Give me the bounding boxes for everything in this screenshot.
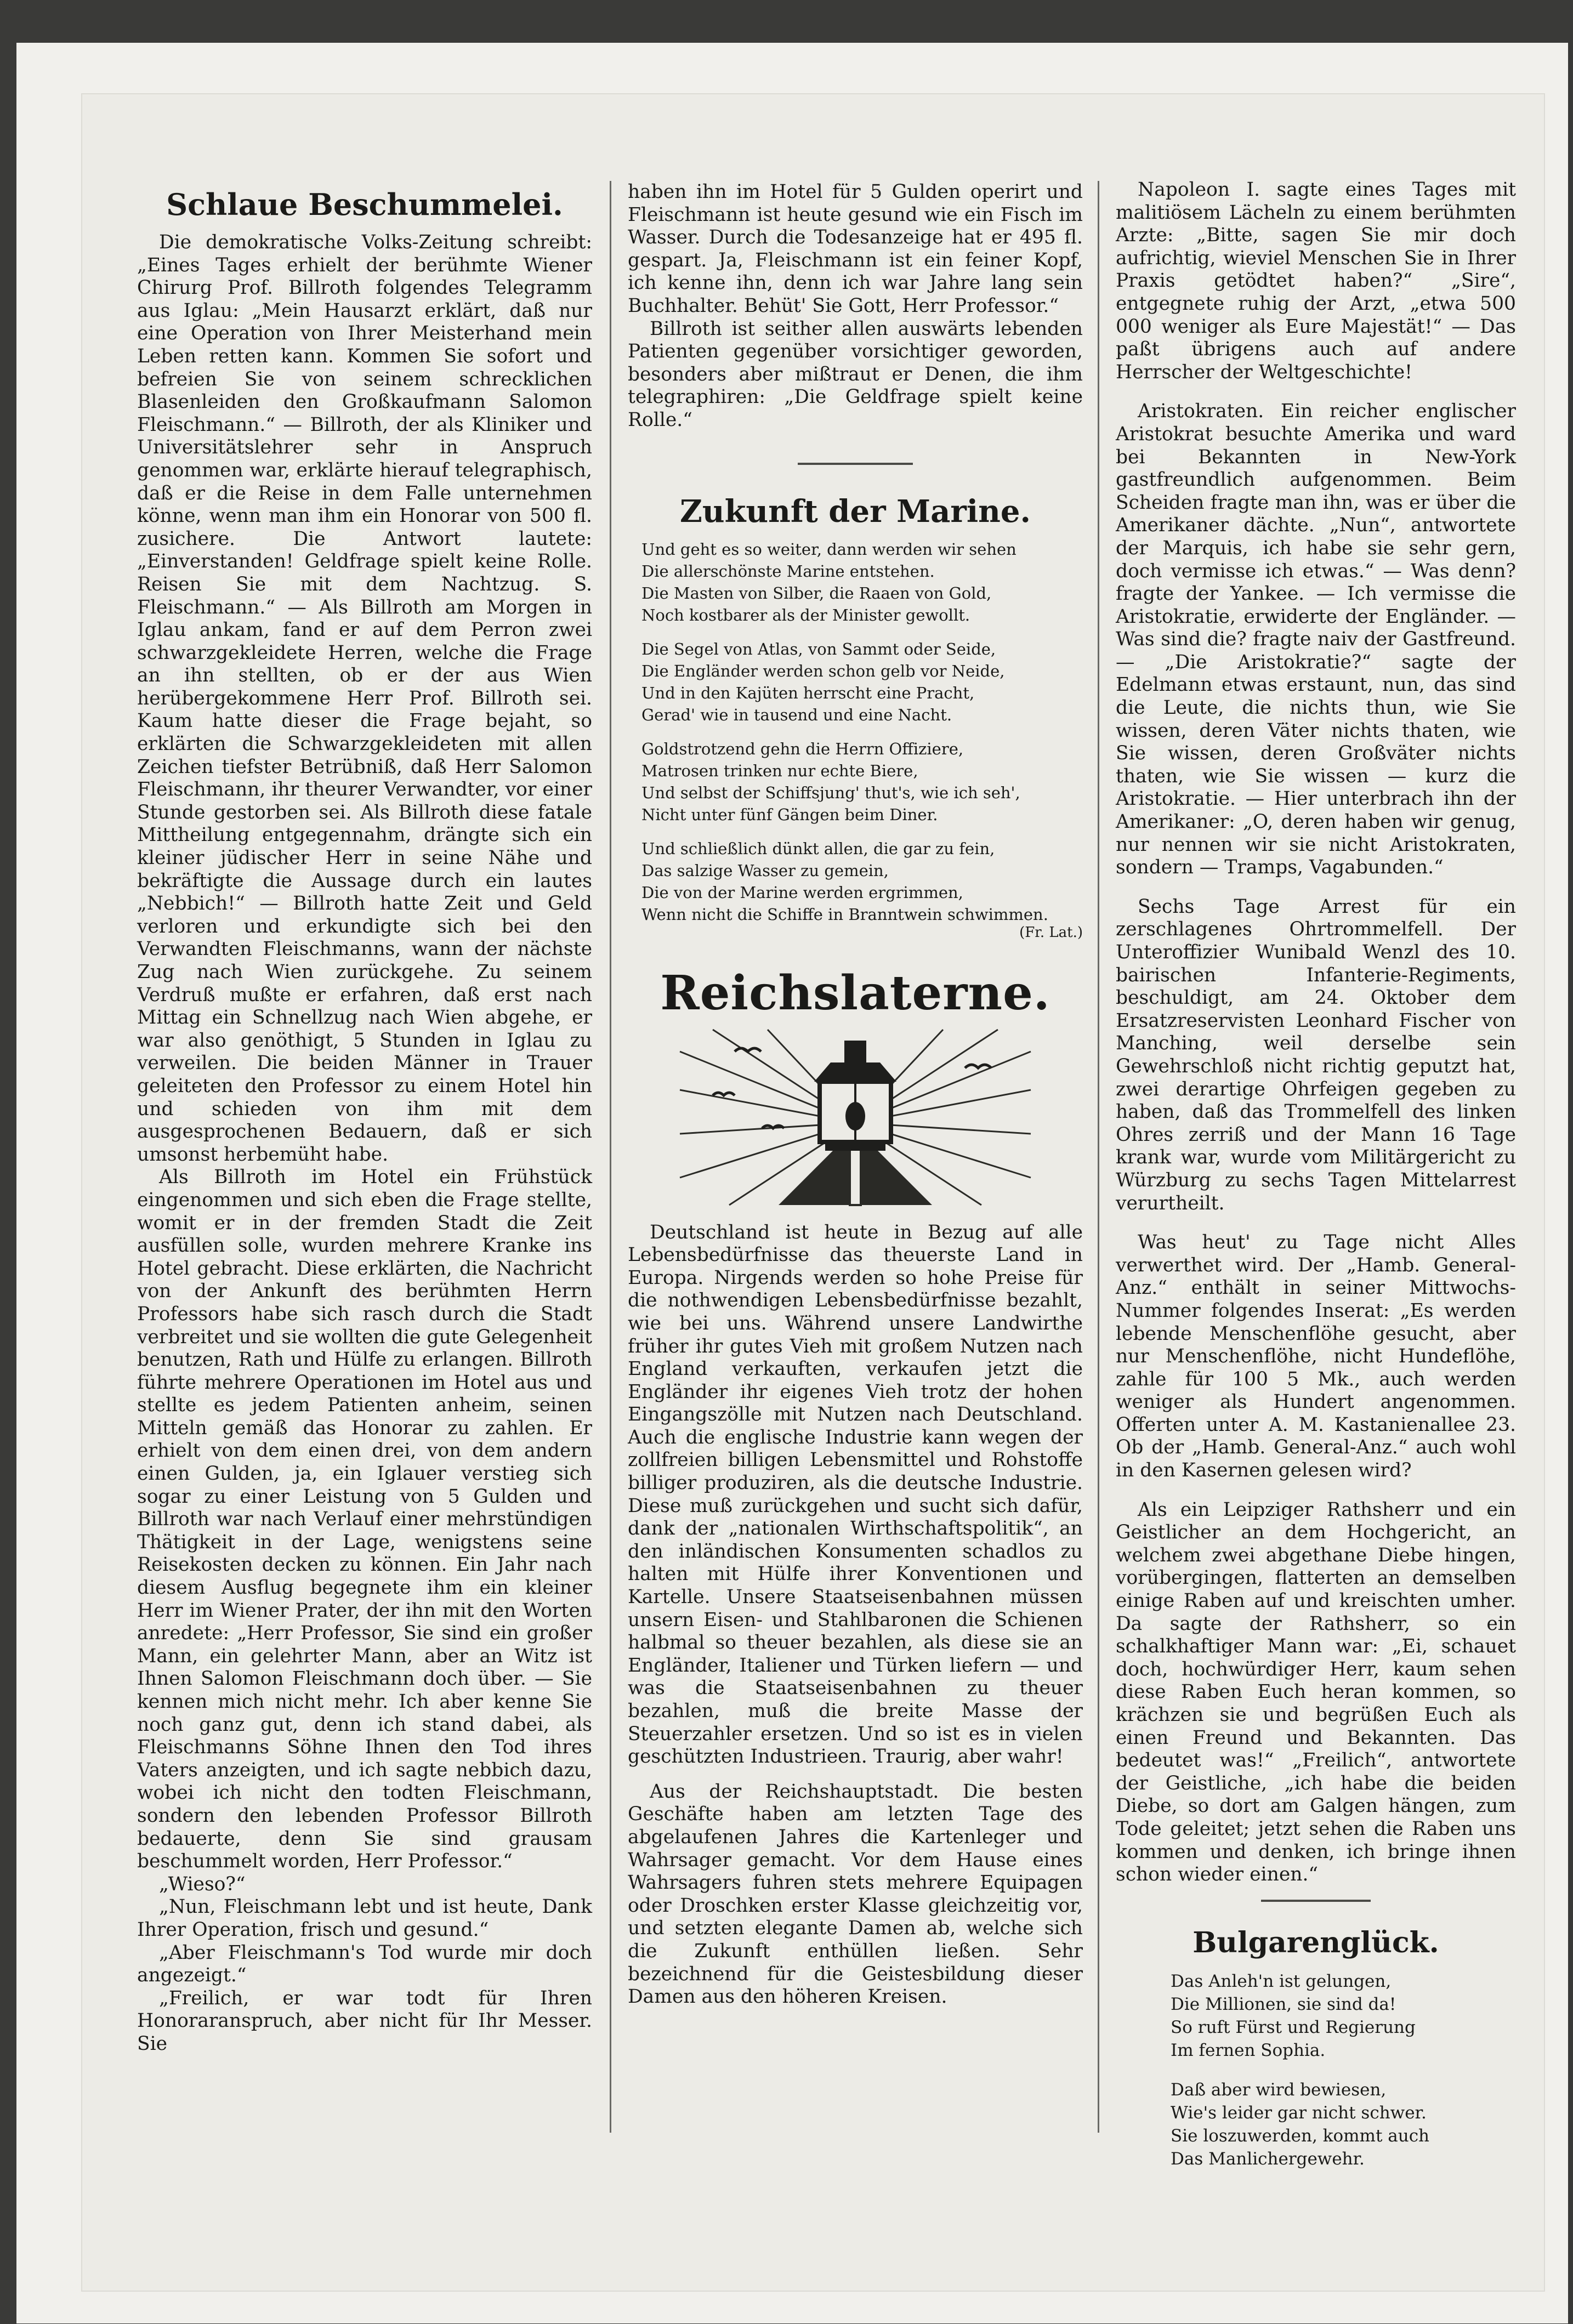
poem [1171,1970,1516,2170]
poem-line: Wie's leider gar nicht schwer. [1171,2103,1427,2123]
article-heading: Schlaue Beschummelei. [166,187,563,222]
column-rule [610,181,611,2133]
poem-line: Und schließlich dünkt allen, die gar zu fein, [641,839,995,858]
poem-line: Und geht es so weiter, dann werden wir sehen [641,539,1017,559]
poem-line: Gerad' wie in tausend und eine Nacht. [641,705,952,724]
column-rule [1098,181,1099,2133]
article-paragraph: Als Billroth im Hotel ein Frühstück eingenommen und sich eben die Frage stellte, womit er in der fremden Stadt die Zeit ausfüllen solle, wurden mehrere Kranke ins Hotel gebracht. Diese erklärten, die Nachricht von der Ankunft des berühmten Herrn Professors habe sich rasch durch die Stadt verbreitet und sie wollten die gute Gelegenheit benutzen, Rath und Hülfe zu erlangen. Billroth führte mehrere Operationen im Hotel aus und stellte es jedem Patienten anheim, seinen Mitteln gemäß das Honorar zu zahlen. Er erhielt von dem einen drei, von dem andern einen Gulden, ja, ein Iglauer verstieg sich sogar zu einer Leistung von 5 Gulden und Billroth war nach Verlauf einer mehrstündigen Thätigkeit in der Lage, wenigstens seine Reisekosten decken zu können. Ein Jahr nach diesem Ausflug begegnete ihm ein kleiner Herr im Wiener Prater, der ihn mit den Worten anredete: „Herr Professor, Sie sind ein großer Mann, ein gelehrter Mann, aber an Witz ist Ihnen Salomon Fleischmann doch über. — Sie kennen mich nicht mehr. Ich aber kenne Sie noch ganz gut, denn ich stand dabei, als Fleischmanns Söhne Ihnen den Tod ihres Vaters anzeigten, und ich sagte nebbich dazu, wobei ich nicht den todten Fleischmann, sondern den lebenden Professor Billroth bedauerte, denn Sie sind grausam beschummelt worden, Herr Professor.“ [137,1166,592,1873]
article-paragraph: Was heut' zu Tage nicht Alles verwerthet wird. Der „Hamb. General-Anz.“ enthält in seiner Mittwochs-Nummer folgendes Inserat: „Es werden lebende Menschenflöhe gesucht, aber nur Menschenflöhe, nicht Hundeflöhe, zahle für 100 5 Mk., auch werden weniger als Hundert angenommen. Offerten unter A. M. Kastanienallee 23. Ob der „Hamb. General-Anz.“ auch wohl in den Kasernen gelesen wird? [1116,1231,1516,1482]
poem-line: Noch kostbarer als der Minister gewollt. [641,605,970,624]
poem-stanza [641,638,1083,726]
article-paragraph: haben ihn im Hotel für 5 Gulden operirt und Fleischmann ist heute gesund wie ein Fisch im Wasser. Durch die Todesanzeige hat er 495 fl. gespart. Ja, Fleischmann ist ein feiner Kopf, ich kenne ihn, denn ich war Jahre lang sein Buchhalter. Behüt' Sie Gott, Herr Professor.“ [628,181,1083,317]
article-paragraph: „Wieso?“ [159,1873,246,1895]
column-1 [137,126,592,2133]
divider [1261,1900,1371,1902]
poem-stanza [1171,2078,1516,2170]
poem-attribution: (Fr. Lat.) [1019,924,1083,941]
poem-line: Nicht unter fünf Gängen beim Diner. [641,805,938,824]
divider [798,463,913,465]
poem-line: Goldstrotzend gehn die Herrn Offiziere, [641,739,964,758]
poem-line: Matrosen trinken nur echte Biere, [641,761,918,780]
poem-stanza [641,738,1083,826]
poem-line: Die Masten von Silber, die Raaen von Gold, [641,583,992,603]
poem-line: Die Millionen, sie sind da! [1171,1994,1396,2014]
poem-line: Wenn nicht die Schiffe in Branntwein schwimmen. [641,905,1048,924]
poem [641,538,1083,942]
poem-line: Sie loszuwerden, kommt auch [1171,2126,1430,2146]
poem-stanza [641,538,1083,626]
poem-line: So ruft Fürst und Regierung [1171,2017,1416,2037]
article-paragraph: Die demokratische Volks-Zeitung schreibt: „Eines Tages erhielt der berühmte Wiener Chirurg Prof. Billroth folgendes Telegramm aus Iglau: „Mein Hausarzt erklärt, daß nur eine Operation von Ihrer Meisterhand mein Leben retten kann. Kommen Sie sofort und befreien Sie von seinem schrecklichen Blasenleiden den Großkaufmann Salomon Fleischmann.“ — Billroth, der als Kliniker und Universitätslehrer sehr in Anspruch genommen war, erklärte hierauf telegraphisch, daß er die Reise in dem Falle unternehmen könne, wenn man ihm ein Honorar von 500 fl. zusichere. Die Antwort lautete: „Einverstanden! Geldfrage spielt keine Rolle. Reisen Sie mit dem Nachtzug. S. Fleischmann.“ — Als Billroth am Morgen in Iglau ankam, fand er auf dem Perron zwei schwarzgekleidete Herren, welche die Frage an ihn stellten, ob er der aus Wien herübergekommene Herr Prof. Billroth sei. Kaum hatte dieser die Frage bejaht, so erklärten die Schwarzgekleideten mit allen Zeichen tiefster Betrübniß, daß Herr Salomon Fleischmann, ihr theurer Verwandter, vor einer Stunde gestorben sei. Als Billroth diese fatale Mittheilung entgegennahm, drängte sich ein kleiner jüdischer Herr in seine Nähe und bekräftigte die Aussage durch ein lautes „Nebbich!“ — Billroth hatte Zeit und Geld verloren und erkundigte sich bei den Verwandten Fleischmanns, wann der nächste Zug nach Wien zurückgehe. Zu seinem Verdruß mußte er erfahren, daß erst nach Mittag ein Schnellzug nach Wien abgehe, er war also genöthigt, 5 Stunden in Iglau zu verweilen. Die beiden Männer in Trauer geleiteten den Professor zu einem Hotel hin und schieden von ihm mit dem ausgesprochenen Bedauern, daß er sich umsonst herbemüht habe. [137,231,592,1166]
article-paragraph: Als ein Leipziger Rathsherr und ein Geistlicher an dem Hochgericht, an welchem zwei abgethane Diebe hingen, vorübergingen, flatterten an demselben einige Raben auf und kreischten umher. Da sagte der Rathsherr, so ein schalkhaftiger Mann war: „Ei, schauet doch, hochwürdiger Herr, kaum sehen diese Raben Euch heran kommen, so krächzen sie und begrüßen Euch als einen Freund und Bekannten. Das bedeutet was!“ „Freilich“, antwortete der Geistliche, „ich habe die beiden Diebe, so dort am Galgen hängen, zum Tode geleitet; jetzt sehen die Raben uns kommen und denken, ich bringe ihnen schon wieder einen.“ [1116,1498,1516,1886]
poem-line: Das Anleh'n ist gelungen, [1171,1971,1392,1991]
article-paragraph: Sechs Tage Arrest für ein zerschlagenes Ohrtrommelfell. Der Unteroffizier Wunibald Wenzl des 10. bairischen Infanterie-Regiments, beschuldigt, am 24. Oktober dem Ersatzreservisten Leonhard Fischer von Manching, weil derselbe sein Gewehrschloß nicht richtig geputzt hat, zwei derartige Ohrfeigen gegeben zu haben, daß das Trommelfell des linken Ohres zerriß und der Mann 16 Tage krank war, wurde vom Militärgericht zu Würzburg zu sechs Tagen Mittelarrest verurtheilt. [1116,895,1516,1214]
poem-title: Zukunft der Marine. [680,493,1031,530]
lantern-icon [680,1030,1031,1205]
column-3 [1116,126,1516,2169]
poem-line: Das Manlichergewehr. [1171,2149,1365,2169]
article-paragraph: Billroth ist seither allen auswärts lebenden Patienten gegenüber vorsichtiger geworden, besonders aber mißtraut er Denen, die ihm telegraphiren: „Die Geldfrage spielt keine Rolle.“ [628,317,1083,431]
poem-line: Im fernen Sophia. [1171,2040,1326,2060]
poem-line: Die allerschönste Marine entstehen. [641,561,935,581]
poem-stanza [1171,1970,1516,2062]
article-paragraph: „Nun, Fleischmann lebt und ist heute, Dank Ihrer Operation, frisch und gesund.“ [137,1896,592,1941]
poem-title: Bulgarenglück. [1192,1925,1439,1959]
poem-stanza [641,838,1083,925]
column-2 [628,126,1083,2155]
poem-line: Und selbst der Schiffsjung' thut's, wie ich seh', [641,783,1020,802]
lantern-illustration [680,1030,1031,1205]
article-paragraph: Napoleon I. sagte eines Tages mit malitiösem Lächeln zu einem berühmten Arzte: „Bitte, sagen Sie mir doch aufrichtig, wieviel Menschen Sie in Ihrer Praxis getödtet haben?“ „Sire“, entgegnete ruhig der Arzt, „etwa 500 000 weniger als Eure Majestät!“ — Das paßt übrigens auch auf andere Herrscher der Weltgeschichte! [1116,179,1516,383]
poem-line: Die Segel von Atlas, von Sammt oder Seide, [641,639,996,658]
article-paragraph: „Aber Fleischmann's Tod wurde mir doch angezeigt.“ [137,1941,592,1987]
poem-line: Das salzige Wasser zu gemein, [641,861,889,880]
poem-line: Die Engländer werden schon gelb vor Neide, [641,661,1005,680]
poem-line: Und in den Kajüten herrscht eine Pracht, [641,683,975,702]
article-paragraph: Deutschland ist heute in Bezug auf alle Lebensbedürfnisse das theuerste Land in Europa. Nirgends werden so hohe Preise für die nothwendigen Lebensbedürfnisse bezahlt, wie bei uns. Während unsere Landwirthe früher ihr gutes Vieh mit großem Nutzen nach England verkauften, verkaufen jetzt die Engländer ihr eigenes Vieh trotz der hohen Eingangszölle mit Nutzen nach Deutschland. Auch die englische Industrie kann wegen der zollfreien billigen Lebensmittel und Rohstoffe billiger produziren, als die deutsche Industrie. Diese muß zurückgehen und sucht sich dafür, dank der „nationalen Wirthschaftspolitik“, an den inländischen Konsumenten schadlos zu halten mit Hülfe ihrer Konventionen und Kartelle. Unsere Staatseisenbahnen müssen unsern Eisen- und Stahlbaronen die Schienen halbmal so theuer bezahlen, als diese sie an Engländer, Italiener und Türken liefern — und was die Staatseisenbahnen zu theuer bezahlen, muß die breite Masse der Steuerzahler ersetzen. Und so ist es in vielen geschützten Industrieen. Traurig, aber wahr! [628,1221,1083,1768]
article-paragraph: „Freilich, er war todt für Ihren Honoraranspruch, aber nicht für Ihr Messer. Sie [137,1987,592,2055]
article-paragraph: Aristokraten. Ein reicher englischer Aristokrat besuchte Amerika und ward bei Bekannten in New-York gastfreundlich aufgenommen. Beim Scheiden fragte man ihn, was er über die Amerikaner dächte. „Nun“, antwortete der Marquis, ich habe sie sehr gern, doch vermisse ich etwas.“ — Was denn? fragte der Yankee. — Ich vermisse die Aristokratie, erwiderte der Engländer. — Was sind die? fragte naiv der Gastfreund. — „Die Aristokratie?“ sagte der Edelmann etwas erstaunt, nun, das sind die Leute, die nichts thun, wie Sie wissen, deren Väter nichts thaten, wie Sie wissen, deren Großväter nichts thaten, wie Sie wissen — kurz die Aristokratie. — Hier unterbrach ihn der Amerikaner: „O, deren haben wir genug, nur nennen wir sie nicht Aristokraten, sondern — Tramps, Vagabunden.“ [1116,400,1516,879]
poem-line: Daß aber wird bewiesen, [1171,2079,1387,2100]
section-title: Reichslaterne. [660,965,1050,1021]
poem-line: Die von der Marine werden ergrimmen, [641,883,963,902]
article-paragraph: Aus der Reichshauptstadt. Die besten Geschäfte haben am letzten Tage des abgelaufenen Jahres die Kartenleger und Wahrsager gemacht. Vor dem Hause eines Wahrsagers fuhren stets mehrere Equipagen oder Droschken erster Klasse gleichzeitig vor, und setzten elegante Damen ab, welche sich die Zukunft enthüllen ließen. Sehr bezeichnend für die Geistesbildung dieser Damen aus den höheren Kreisen. [628,1780,1083,2008]
